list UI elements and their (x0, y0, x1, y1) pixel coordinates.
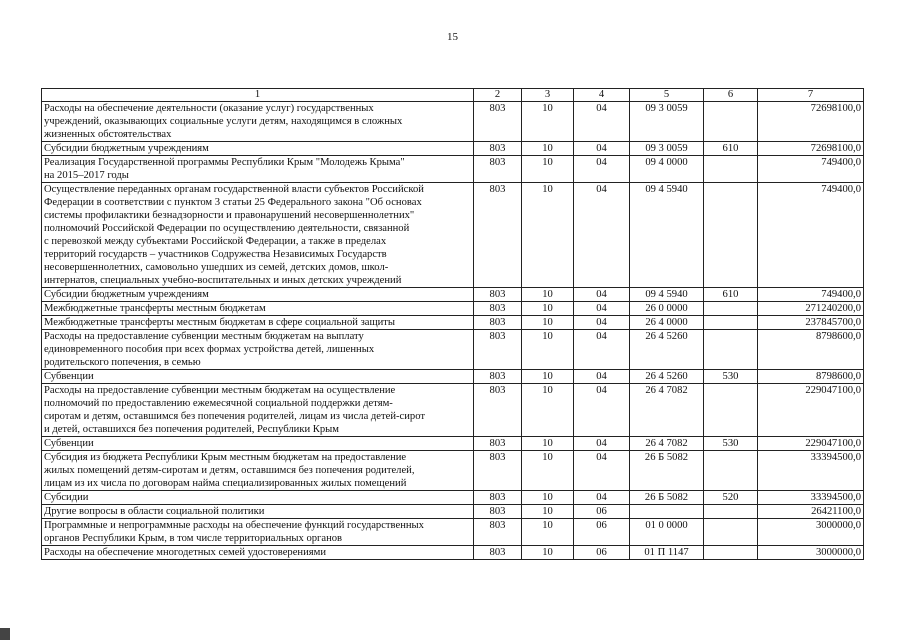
ministry-code-cell: 803 (474, 302, 522, 316)
section-code-cell: 10 (522, 505, 574, 519)
expense-name-line: Расходы на обеспечение деятельности (оказание услуг) государственных (44, 103, 374, 114)
target-article-cell: 01 П 1147 (630, 546, 704, 560)
target-article-cell: 09 4 0000 (630, 156, 704, 183)
subsection-code-cell: 04 (574, 142, 630, 156)
amount-cell: 229047100,0 (758, 437, 864, 451)
subsection-code-cell: 04 (574, 183, 630, 288)
amount-cell: 26421100,0 (758, 505, 864, 519)
expense-name-cell (42, 437, 474, 451)
expense-name-cell (42, 102, 474, 142)
amount-cell: 33394500,0 (758, 491, 864, 505)
expense-name-cell (42, 330, 474, 370)
amount-cell: 3000000,0 (758, 519, 864, 546)
column-header-4: 4 (574, 89, 630, 102)
table-row (42, 288, 864, 302)
ministry-code-cell: 803 (474, 183, 522, 288)
subsection-code-cell: 06 (574, 546, 630, 560)
target-article-cell: 26 4 7082 (630, 384, 704, 437)
subsection-code-cell: 04 (574, 330, 630, 370)
expense-name-line: жизненных обстоятельствах (44, 129, 172, 140)
subsection-code-cell: 04 (574, 316, 630, 330)
table-row (42, 491, 864, 505)
expense-name-line: территорий государств – участников Содружества Независимых Государств (44, 249, 387, 260)
expense-name-cell (42, 183, 474, 288)
section-code-cell: 10 (522, 142, 574, 156)
column-header-6: 6 (704, 89, 758, 102)
subsection-code-cell: 04 (574, 288, 630, 302)
ministry-code-cell: 803 (474, 142, 522, 156)
subsection-code-cell: 04 (574, 156, 630, 183)
target-article-cell: 26 4 5260 (630, 370, 704, 384)
target-article-cell (630, 505, 704, 519)
section-code-cell: 10 (522, 546, 574, 560)
table-row (42, 370, 864, 384)
expense-type-cell (704, 183, 758, 288)
expense-name-line: на 2015–2017 годы (44, 170, 129, 181)
expense-type-cell: 530 (704, 370, 758, 384)
amount-cell: 229047100,0 (758, 384, 864, 437)
expense-type-cell: 610 (704, 142, 758, 156)
section-code-cell: 10 (522, 302, 574, 316)
ministry-code-cell: 803 (474, 451, 522, 491)
expense-name-cell (42, 384, 474, 437)
ministry-code-cell: 803 (474, 370, 522, 384)
expense-type-cell (704, 451, 758, 491)
subsection-code-cell: 04 (574, 451, 630, 491)
expense-name-line: Межбюджетные трансферты местным бюджетам (44, 303, 266, 314)
expense-name-line: с перевозкой между субъектами Российской Федерации, а также в пределах (44, 236, 387, 247)
target-article-cell: 09 4 5940 (630, 183, 704, 288)
subsection-code-cell: 04 (574, 491, 630, 505)
expense-name-line: единовременного пособия при всех формах устройства детей, лишенных (44, 344, 375, 355)
subsection-code-cell: 04 (574, 437, 630, 451)
expense-name-line: жилых помещений детям-сиротам и детям, оставшимся без попечения родителей, (44, 465, 415, 476)
amount-cell: 237845700,0 (758, 316, 864, 330)
budget-table (41, 88, 864, 560)
column-header-2: 2 (474, 89, 522, 102)
amount-cell: 749400,0 (758, 183, 864, 288)
ministry-code-cell: 803 (474, 316, 522, 330)
ministry-code-cell: 803 (474, 437, 522, 451)
table-header-row (42, 89, 864, 102)
section-code-cell: 10 (522, 102, 574, 142)
subsection-code-cell: 04 (574, 102, 630, 142)
expense-name-cell (42, 491, 474, 505)
expense-name-cell (42, 451, 474, 491)
expense-name-cell (42, 505, 474, 519)
section-code-cell: 10 (522, 183, 574, 288)
subsection-code-cell: 06 (574, 505, 630, 519)
table-row (42, 437, 864, 451)
target-article-cell: 26 Б 5082 (630, 451, 704, 491)
amount-cell: 749400,0 (758, 288, 864, 302)
section-code-cell: 10 (522, 437, 574, 451)
expense-type-cell (704, 316, 758, 330)
expense-name-cell (42, 316, 474, 330)
section-code-cell: 10 (522, 288, 574, 302)
scan-edge-mark (0, 628, 10, 640)
ministry-code-cell: 803 (474, 546, 522, 560)
column-header-7: 7 (758, 89, 864, 102)
table-row (42, 451, 864, 491)
expense-name-cell (42, 302, 474, 316)
expense-name-cell (42, 370, 474, 384)
expense-name-line: учреждений, оказывающих социальные услуги детям, находящимся в сложных (44, 116, 403, 127)
expense-name-cell (42, 142, 474, 156)
expense-name-cell (42, 288, 474, 302)
amount-cell: 72698100,0 (758, 102, 864, 142)
section-code-cell: 10 (522, 316, 574, 330)
table-row (42, 302, 864, 316)
expense-name-line: Расходы на предоставление субвенции местным бюджетам на осуществление (44, 385, 396, 396)
section-code-cell: 10 (522, 491, 574, 505)
expense-name-line: полномочий по предоставлению ежемесячной социальной поддержки детям- (44, 398, 393, 409)
expense-name-line: Субсидии бюджетным учреждениям (44, 143, 209, 154)
subsection-code-cell: 06 (574, 519, 630, 546)
expense-name-line: лицам из их числа по договорам найма специализированных жилых помещений (44, 478, 407, 489)
amount-cell: 72698100,0 (758, 142, 864, 156)
section-code-cell: 10 (522, 370, 574, 384)
amount-cell: 8798600,0 (758, 330, 864, 370)
section-code-cell: 10 (522, 519, 574, 546)
page-number: 15 (447, 31, 458, 43)
expense-name-line: родительского попечения, в семью (44, 357, 201, 368)
expense-type-cell (704, 519, 758, 546)
ministry-code-cell: 803 (474, 384, 522, 437)
expense-name-cell (42, 156, 474, 183)
expense-name-cell (42, 519, 474, 546)
expense-name-line: Реализация Государственной программы Республики Крым "Молодежь Крыма" (44, 157, 405, 168)
expense-name-line: Расходы на предоставление субвенции местным бюджетам на выплату (44, 331, 364, 342)
amount-cell: 33394500,0 (758, 451, 864, 491)
target-article-cell: 09 3 0059 (630, 142, 704, 156)
section-code-cell: 10 (522, 330, 574, 370)
target-article-cell: 26 4 5260 (630, 330, 704, 370)
column-header-5: 5 (630, 89, 704, 102)
subsection-code-cell: 04 (574, 370, 630, 384)
ministry-code-cell: 803 (474, 505, 522, 519)
ministry-code-cell: 803 (474, 102, 522, 142)
table-row (42, 183, 864, 288)
expense-name-line: Федерации в соответствии с пунктом 3 статьи 25 Федерального закона "Об основах (44, 197, 422, 208)
expense-name-line: Субвенции (44, 438, 94, 449)
expense-type-cell (704, 102, 758, 142)
expense-name-line: полномочий Российской Федерации по осуществлению деятельности, связанной (44, 223, 410, 234)
table-row (42, 316, 864, 330)
subsection-code-cell: 04 (574, 302, 630, 316)
table-row (42, 156, 864, 183)
expense-name-line: органов Республики Крым, в том числе территориальных органов (44, 533, 343, 544)
table-row (42, 546, 864, 560)
expense-name-line: Другие вопросы в области социальной политики (44, 506, 265, 517)
expense-type-cell: 530 (704, 437, 758, 451)
target-article-cell: 26 0 0000 (630, 302, 704, 316)
ministry-code-cell: 803 (474, 288, 522, 302)
subsection-code-cell: 04 (574, 384, 630, 437)
expense-name-line: несовершеннолетних, самовольно ушедших из семей, детских домов, школ- (44, 262, 389, 273)
ministry-code-cell: 803 (474, 330, 522, 370)
expense-name-line: сиротам и детям, оставшимся без попечения родителей, лицам из числа детей-сирот (44, 411, 425, 422)
table-row (42, 384, 864, 437)
expense-name-line: системы профилактики безнадзорности и правонарушений несовершеннолетних" (44, 210, 415, 221)
expense-name-line: Субвенции (44, 371, 94, 382)
column-header-1: 1 (42, 89, 474, 102)
table-body (42, 102, 864, 560)
target-article-cell: 01 0 0000 (630, 519, 704, 546)
expense-name-line: Субсидии (44, 492, 89, 503)
expense-type-cell (704, 156, 758, 183)
expense-type-cell: 610 (704, 288, 758, 302)
expense-type-cell: 520 (704, 491, 758, 505)
table-row (42, 142, 864, 156)
amount-cell: 749400,0 (758, 156, 864, 183)
table-row (42, 505, 864, 519)
amount-cell: 8798600,0 (758, 370, 864, 384)
target-article-cell: 09 3 0059 (630, 102, 704, 142)
expense-name-cell (42, 546, 474, 560)
expense-type-cell (704, 505, 758, 519)
section-code-cell: 10 (522, 156, 574, 183)
expense-type-cell (704, 384, 758, 437)
ministry-code-cell: 803 (474, 519, 522, 546)
expense-name-line: Субсидия из бюджета Республики Крым местным бюджетам на предоставление (44, 452, 407, 463)
target-article-cell: 26 Б 5082 (630, 491, 704, 505)
expense-name-line: Осуществление переданных органам государственной власти субъектов Российской (44, 184, 424, 195)
expense-name-line: Программные и непрограммные расходы на обеспечение функций государственных (44, 520, 424, 531)
expense-name-line: и детей, оставшихся без попечения родителей, Республики Крым (44, 424, 339, 435)
table-row (42, 330, 864, 370)
amount-cell: 3000000,0 (758, 546, 864, 560)
target-article-cell: 26 4 0000 (630, 316, 704, 330)
amount-cell: 271240200,0 (758, 302, 864, 316)
expense-type-cell (704, 330, 758, 370)
expense-name-line: Межбюджетные трансферты местным бюджетам в сфере социальной защиты (44, 317, 396, 328)
expense-name-line: интернатов, специальных учебно-воспитательных и иных детских учреждений (44, 275, 402, 286)
column-header-3: 3 (522, 89, 574, 102)
section-code-cell: 10 (522, 451, 574, 491)
ministry-code-cell: 803 (474, 491, 522, 505)
ministry-code-cell: 803 (474, 156, 522, 183)
table-row (42, 102, 864, 142)
table-row (42, 519, 864, 546)
target-article-cell: 09 4 5940 (630, 288, 704, 302)
section-code-cell: 10 (522, 384, 574, 437)
target-article-cell: 26 4 7082 (630, 437, 704, 451)
expense-name-line: Расходы на обеспечение многодетных семей удостоверениями (44, 547, 327, 558)
expense-type-cell (704, 546, 758, 560)
expense-name-line: Субсидии бюджетным учреждениям (44, 289, 209, 300)
expense-type-cell (704, 302, 758, 316)
